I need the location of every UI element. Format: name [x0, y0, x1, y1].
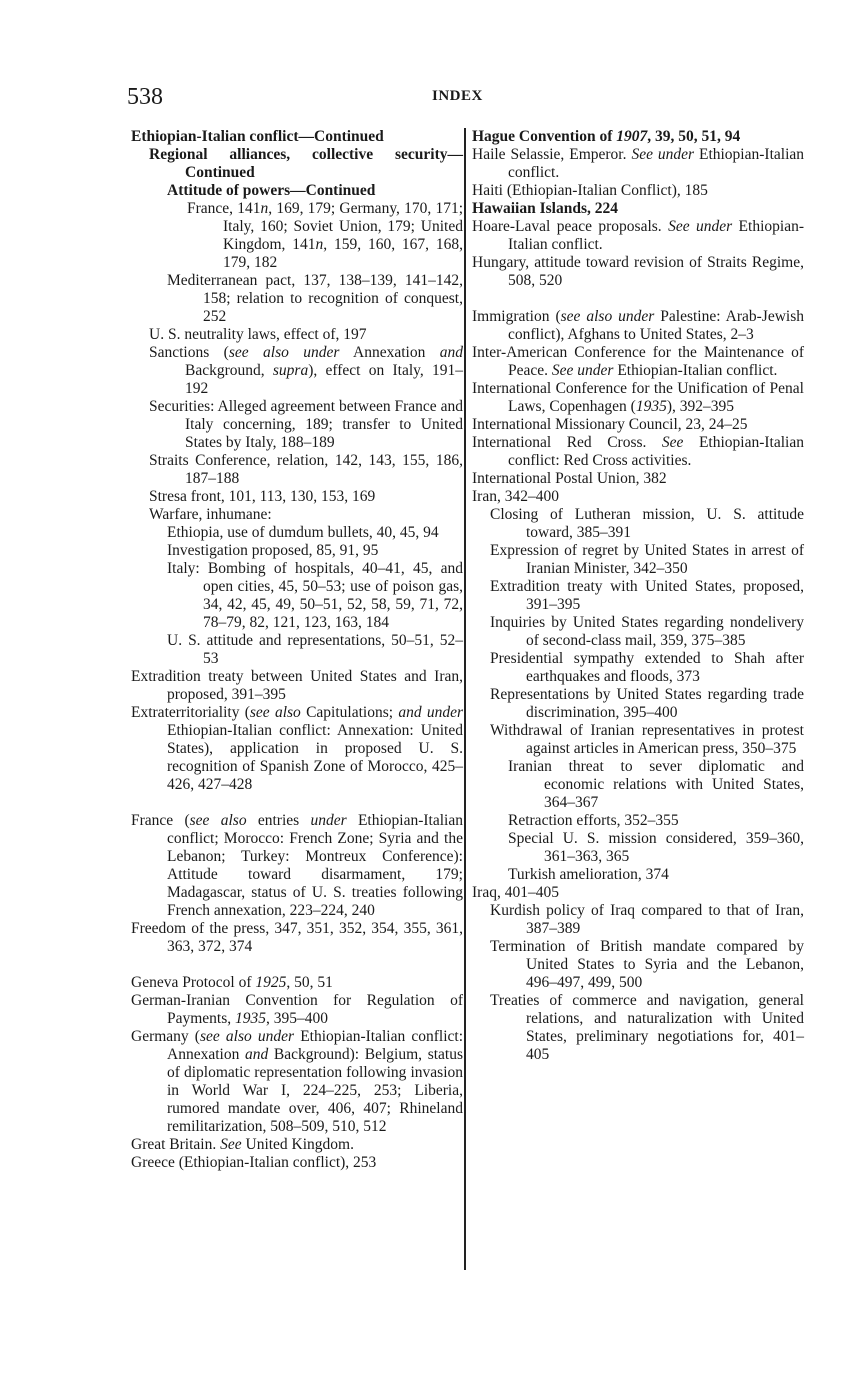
index-entry: Closing of Lutheran mission, U. S. attitude toward, 385–391 [490, 506, 804, 541]
column-divider [464, 128, 466, 1270]
index-entry: Termination of British mandate compared by United States to Syria and the Lebanon, 496–497, 499, 500 [490, 938, 804, 991]
index-entry: France (see also entries under Ethiopian-Italian conflict; Morocco: French Zone; Syria and the Lebanon; Turkey: Montreux Conference): Attitude toward disarmament, 179; Madagascar, status of U. S. treaties following French annexation, 223–224, 240 [131, 812, 463, 919]
page-number: 538 [127, 84, 163, 110]
index-column-right [472, 128, 804, 1064]
index-entry: Representations by United States regarding trade discrimination, 395–400 [490, 686, 804, 721]
index-column-left [131, 128, 463, 1172]
index-entry: Great Britain. See United Kingdom. [131, 1136, 354, 1153]
index-entry: International Postal Union, 382 [472, 470, 667, 487]
index-entry: Haiti (Ethiopian-Italian Conflict), 185 [472, 182, 708, 199]
index-entry: Greece (Ethiopian-Italian conflict), 253 [131, 1154, 377, 1171]
index-entry: Sanctions (see also under Annexation and Background, supra), effect on Italy, 191–192 [149, 344, 464, 397]
index-entry: Attitude of powers—Continued [167, 182, 376, 199]
index-entry: Freedom of the press, 347, 351, 352, 354, 355, 361, 363, 372, 374 [131, 920, 463, 955]
index-entry: Withdrawal of Iranian representatives in protest against articles in American press, 350–375 [490, 722, 804, 757]
index-entry: Expression of regret by United States in arrest of Iranian Minister, 342–350 [490, 542, 804, 577]
index-entry: Ethiopian-Italian conflict—Continued [131, 128, 384, 145]
index-entry: Turkish amelioration, 374 [508, 866, 669, 883]
index-entry: Hawaiian Islands, 224 [472, 200, 619, 217]
index-entry: Presidential sympathy extended to Shah after earthquakes and floods, 373 [490, 650, 804, 685]
index-entry: Extradition treaty between United States and Iran, proposed, 391–395 [131, 668, 463, 703]
index-entry: Immigration (see also under Palestine: Arab-Jewish conflict), Afghans to United States, 2–3 [472, 308, 804, 343]
index-entry: France, 141n, 169, 179; Germany, 170, 171; Italy, 160; Soviet Union, 179; United Kingdom, 141n, 159, 160, 167, 168, 179, 182 [187, 200, 464, 271]
running-head: INDEX [432, 88, 483, 104]
index-entry: Investigation proposed, 85, 91, 95 [167, 542, 379, 559]
index-entry: Hague Convention of 1907, 39, 50, 51, 94 [472, 128, 741, 145]
index-entry: Mediterranean pact, 137, 138–139, 141–142, 158; relation to recognition of conquest, 252 [167, 272, 463, 325]
index-entry: Ethiopia, use of dumdum bullets, 40, 45, 94 [167, 524, 439, 541]
index-entry: International Red Cross. See Ethiopian-Italian conflict: Red Cross activities. [472, 434, 804, 469]
index-entry: Straits Conference, relation, 142, 143, 155, 186, 187–188 [149, 452, 463, 487]
index-entry: German-Iranian Convention for Regulation of Payments, 1935, 395–400 [131, 992, 463, 1027]
index-entry: Geneva Protocol of 1925, 50, 51 [131, 974, 333, 991]
index-entry: Stresa front, 101, 113, 130, 153, 169 [149, 488, 376, 505]
index-entry: Kurdish policy of Iraq compared to that of Iran, 387–389 [490, 902, 804, 937]
index-entry: Iran, 342–400 [472, 488, 559, 505]
index-entry: International Missionary Council, 23, 24–25 [472, 416, 748, 433]
index-entry: Inter-American Conference for the Maintenance of Peace. See under Ethiopian-Italian conflict. [472, 344, 804, 379]
index-entry: Regional alliances, collective security—Continued [149, 146, 463, 181]
index-entry: U. S. attitude and representations, 50–51, 52–53 [167, 632, 463, 667]
index-entry: Inquiries by United States regarding nondelivery of second-class mail, 359, 375–385 [490, 614, 804, 649]
index-entry: U. S. neutrality laws, effect of, 197 [149, 326, 367, 343]
index-entry: Italy: Bombing of hospitals, 40–41, 45, and open cities, 45, 50–53; use of poison gas, 34, 42, 45, 49, 50–51, 52, 58, 59, 71, 72, 78–79, 82, 121, 123, 163, 184 [167, 560, 463, 631]
index-entry: Hungary, attitude toward revision of Straits Regime, 508, 520 [472, 254, 804, 289]
index-entry: Extradition treaty with United States, proposed, 391–395 [490, 578, 804, 613]
index-entry: International Conference for the Unification of Penal Laws, Copenhagen (1935), 392–395 [472, 380, 804, 415]
index-entry: Treaties of commerce and navigation, general relations, and naturalization with United States, preliminary negotiations for, 401–405 [490, 992, 804, 1063]
index-entry: Germany (see also under Ethiopian-Italian conflict: Annexation and Background): Belgium, status of diplomatic representation following invasion in World War I, 224–225, 253; Liberia, rumored mandate over, 406, 407; Rhineland remilitarization, 508–509, 510, 512 [131, 1028, 464, 1135]
index-entry: Haile Selassie, Emperor. See under Ethiopian-Italian conflict. [472, 146, 804, 181]
index-entry: Securities: Alleged agreement between France and Italy concerning, 189; transfer to United States by Italy, 188–189 [149, 398, 463, 451]
index-entry: Hoare-Laval peace proposals. See under Ethiopian-Italian conflict. [472, 218, 804, 253]
index-entry: Special U. S. mission considered, 359–360, 361–363, 365 [508, 830, 804, 865]
index-entry: Iranian threat to sever diplomatic and economic relations with United States, 364–367 [508, 758, 804, 811]
index-entry: Retraction efforts, 352–355 [508, 812, 679, 829]
index-entry: Warfare, inhumane: [149, 506, 272, 523]
index-entry: Extraterritoriality (see also Capitulations; and under Ethiopian-Italian conflict: Annexation: United States), application in proposed U. S. recognition of Spanish Zone of Morocco, 425–426, 427–428 [131, 704, 463, 793]
index-entry: Iraq, 401–405 [472, 884, 559, 901]
